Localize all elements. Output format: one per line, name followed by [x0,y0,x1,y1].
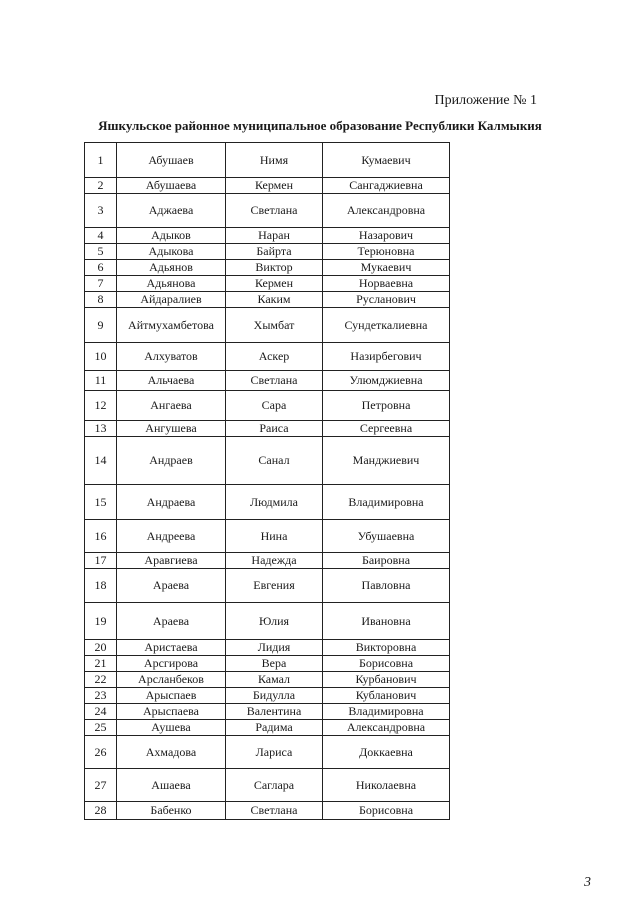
table-row [85,437,450,485]
patronymic: Курбанович [323,672,450,688]
table-row [85,421,450,437]
row-number: 16 [85,520,117,553]
first-name: Кермен [226,276,323,292]
patronymic: Убушаевна [323,520,450,553]
row-number: 21 [85,656,117,672]
row-number: 6 [85,260,117,276]
first-name: Лидия [226,640,323,656]
first-name: Виктор [226,260,323,276]
last-name: Айтмухамбетова [117,308,226,343]
patronymic: Кумаевич [323,143,450,178]
patronymic: Викторовна [323,640,450,656]
first-name: Сара [226,391,323,421]
row-number: 15 [85,485,117,520]
first-name: Лариса [226,736,323,769]
row-number: 25 [85,720,117,736]
patronymic: Улюмджиевна [323,371,450,391]
roster-table [84,142,450,820]
row-number: 7 [85,276,117,292]
first-name: Аскер [226,343,323,371]
table-row [85,802,450,820]
patronymic: Владимировна [323,485,450,520]
first-name: Наран [226,228,323,244]
table-row [85,228,450,244]
row-number: 4 [85,228,117,244]
page-number: 3 [584,875,591,890]
table-row [85,569,450,603]
patronymic: Сангаджиевна [323,178,450,194]
last-name: Ашаева [117,769,226,802]
patronymic: Назирбегович [323,343,450,371]
table-row [85,178,450,194]
last-name: Аджаева [117,194,226,228]
last-name: Абушаева [117,178,226,194]
last-name: Альчаева [117,371,226,391]
last-name: Адыкова [117,244,226,260]
first-name: Саглара [226,769,323,802]
table-row [85,194,450,228]
last-name: Бабенко [117,802,226,820]
last-name: Ангаева [117,391,226,421]
first-name: Камал [226,672,323,688]
row-number: 11 [85,371,117,391]
row-number: 14 [85,437,117,485]
last-name: Арсгирова [117,656,226,672]
last-name: Арыспаев [117,688,226,704]
roster-body [85,143,450,820]
first-name: Байрта [226,244,323,260]
first-name: Нимя [226,143,323,178]
first-name: Вера [226,656,323,672]
last-name: Араева [117,569,226,603]
table-row [85,720,450,736]
table-row [85,640,450,656]
last-name: Адыков [117,228,226,244]
first-name: Раиса [226,421,323,437]
row-number: 9 [85,308,117,343]
patronymic: Манджиевич [323,437,450,485]
first-name: Валентина [226,704,323,720]
first-name: Санал [226,437,323,485]
table-row [85,704,450,720]
last-name: Адьянова [117,276,226,292]
table-row [85,371,450,391]
last-name: Арыспаева [117,704,226,720]
first-name: Кермен [226,178,323,194]
last-name: Аравгиева [117,553,226,569]
patronymic: Баировна [323,553,450,569]
patronymic: Петровна [323,391,450,421]
table-row [85,672,450,688]
patronymic: Терюновна [323,244,450,260]
patronymic: Норваевна [323,276,450,292]
patronymic: Александровна [323,194,450,228]
table-row [85,308,450,343]
table-row [85,553,450,569]
first-name: Светлана [226,194,323,228]
document-title: Яшкульское районное муниципальное образование Республики Калмыкия [98,118,542,133]
table-row [85,244,450,260]
table-row [85,485,450,520]
last-name: Адьянов [117,260,226,276]
last-name: Алхуватов [117,343,226,371]
first-name: Юлия [226,603,323,640]
table-row [85,520,450,553]
table-row [85,769,450,802]
first-name: Надежда [226,553,323,569]
row-number: 13 [85,421,117,437]
last-name: Аристаева [117,640,226,656]
last-name: Айдаралиев [117,292,226,308]
last-name: Андреева [117,520,226,553]
table-row [85,292,450,308]
row-number: 23 [85,688,117,704]
first-name: Радима [226,720,323,736]
row-number: 22 [85,672,117,688]
table-row [85,736,450,769]
row-number: 2 [85,178,117,194]
patronymic: Ивановна [323,603,450,640]
last-name: Андраева [117,485,226,520]
table-row [85,260,450,276]
patronymic: Русланович [323,292,450,308]
patronymic: Назарович [323,228,450,244]
table-row [85,343,450,371]
first-name: Нина [226,520,323,553]
row-number: 20 [85,640,117,656]
table-row [85,391,450,421]
first-name: Светлана [226,371,323,391]
patronymic: Борисовна [323,802,450,820]
patronymic: Сергеевна [323,421,450,437]
row-number: 18 [85,569,117,603]
row-number: 1 [85,143,117,178]
table-row [85,276,450,292]
patronymic: Николаевна [323,769,450,802]
first-name: Евгения [226,569,323,603]
patronymic: Сундеткалиевна [323,308,450,343]
patronymic: Александровна [323,720,450,736]
patronymic: Павловна [323,569,450,603]
first-name: Людмила [226,485,323,520]
row-number: 26 [85,736,117,769]
row-number: 12 [85,391,117,421]
last-name: Ангушева [117,421,226,437]
row-number: 27 [85,769,117,802]
row-number: 5 [85,244,117,260]
appendix-label: Приложение № 1 [434,93,537,108]
table-row [85,603,450,640]
patronymic: Мукаевич [323,260,450,276]
first-name: Бидулла [226,688,323,704]
first-name: Каким [226,292,323,308]
table-row [85,656,450,672]
last-name: Ахмадова [117,736,226,769]
row-number: 28 [85,802,117,820]
row-number: 8 [85,292,117,308]
table-row [85,143,450,178]
patronymic: Доккаевна [323,736,450,769]
last-name: Арсланбеков [117,672,226,688]
last-name: Абушаев [117,143,226,178]
table-row [85,688,450,704]
patronymic: Борисовна [323,656,450,672]
last-name: Андраев [117,437,226,485]
patronymic: Владимировна [323,704,450,720]
first-name: Светлана [226,802,323,820]
first-name: Хымбат [226,308,323,343]
row-number: 10 [85,343,117,371]
row-number: 19 [85,603,117,640]
row-number: 3 [85,194,117,228]
row-number: 17 [85,553,117,569]
patronymic: Кубланович [323,688,450,704]
last-name: Аушева [117,720,226,736]
row-number: 24 [85,704,117,720]
last-name: Араева [117,603,226,640]
